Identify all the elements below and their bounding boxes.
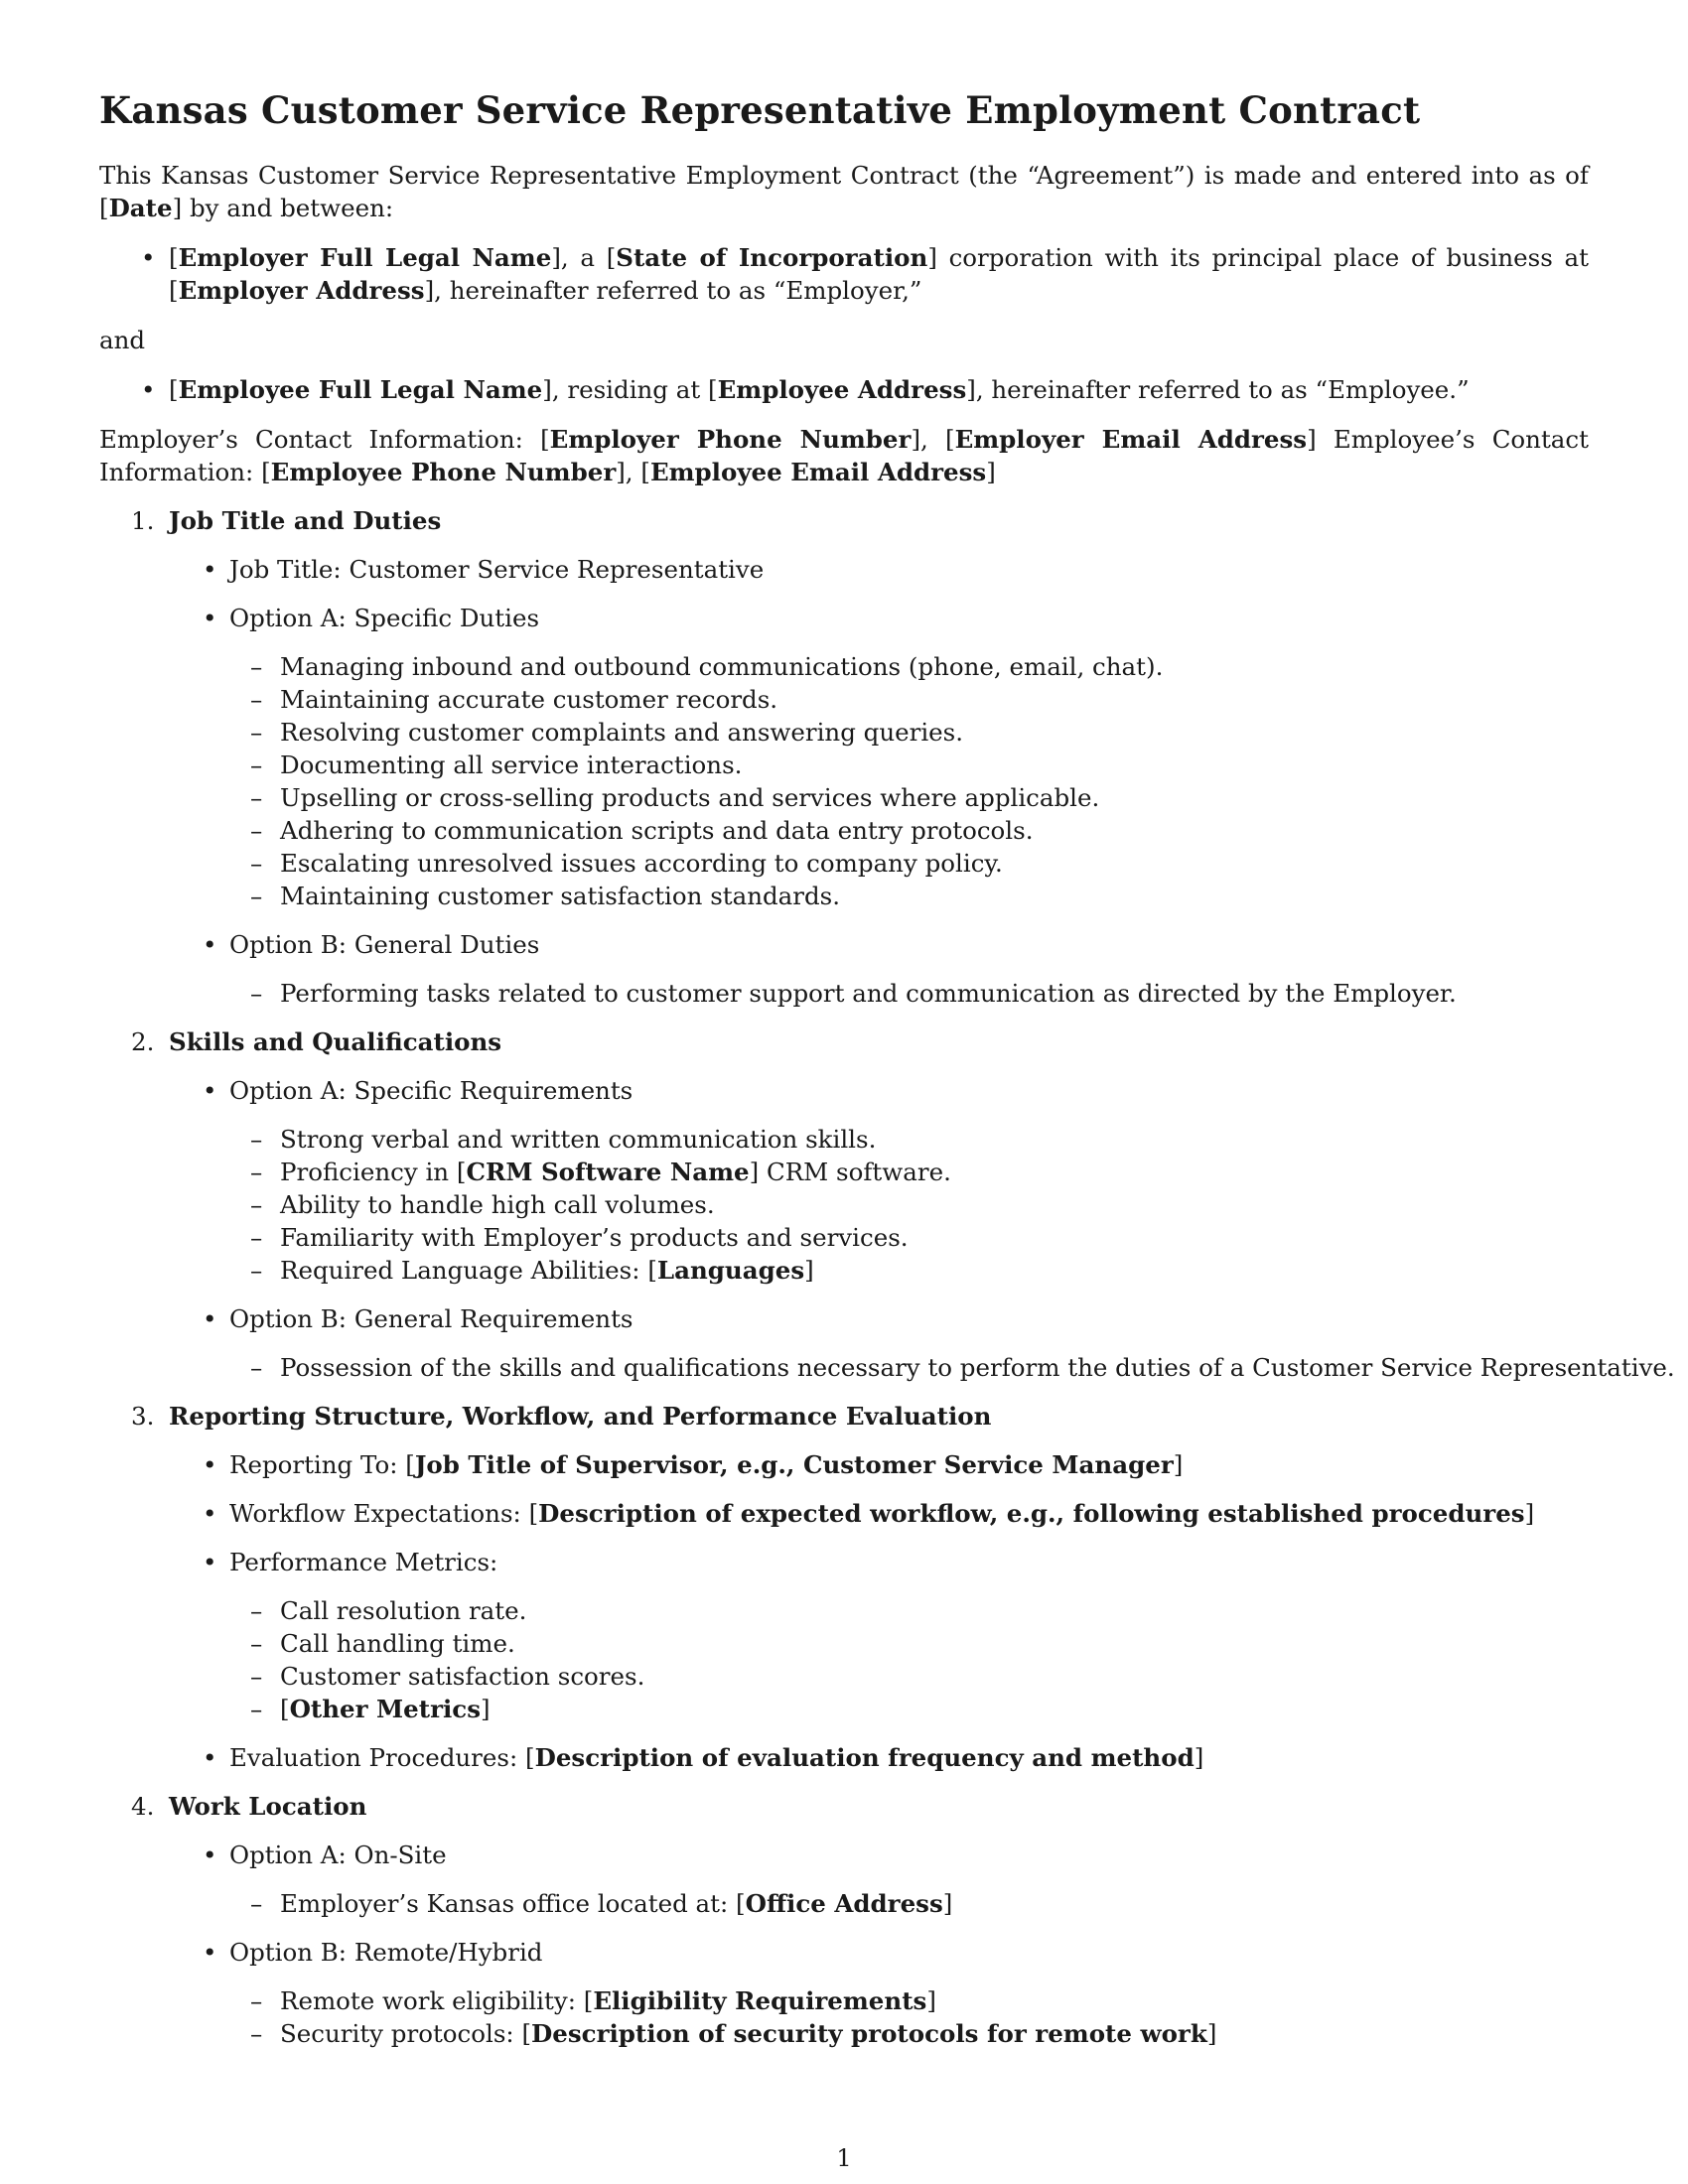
contact-information: Employer’s Contact Information: [Employer Phone Number], [Employer Email Address] Employee’s Contact Information: [Employee Phone Number], [Employee Email Address]: [99, 425, 1589, 486]
employee-party: • [Employee Full Legal Name], residing at [Employee Address], hereinafter referred to as “Employee.”: [141, 375, 1470, 404]
location-option-a: • Option A: On-Site: [203, 1841, 447, 1869]
duty-item: – Maintaining customer satisfaction standards.: [250, 882, 841, 910]
evaluation-procedures-item: • Evaluation Procedures: [Description of evaluation frequency and method]: [203, 1743, 1204, 1772]
security-protocols-item: – Security protocols: [Description of security protocols for remote work]: [250, 2019, 1217, 2048]
employer-party: • [Employer Full Legal Name], a [State of Incorporation] corporation with its principal place of business at [Employer Address], hereinafter referred to as “Employer,”: [141, 243, 1589, 305]
duty-item: – Managing inbound and outbound communications (phone, email, chat).: [250, 652, 1164, 681]
duty-item: – Escalating unresolved issues according to company policy.: [250, 849, 1003, 878]
job-title-item: • Job Title: Customer Service Representative: [203, 555, 765, 584]
metric-item: – Customer satisfaction scores.: [250, 1662, 645, 1691]
section-2-heading: 2. Skills and Qualifications: [131, 1027, 502, 1056]
metric-item: – Call handling time.: [250, 1629, 515, 1658]
requirements-option-b: • Option B: General Requirements: [203, 1304, 633, 1333]
performance-metrics-item: • Performance Metrics:: [203, 1548, 498, 1576]
section-1-heading: 1. Job Title and Duties: [131, 506, 442, 535]
office-address-item: – Employer’s Kansas office located at: [Office Address]: [250, 1889, 953, 1918]
general-requirement-item: – Possession of the skills and qualifications necessary to perform the duties of a Customer Service Representative.: [250, 1353, 1675, 1382]
duties-option-b: • Option B: General Duties: [203, 930, 540, 959]
duty-item: – Resolving customer complaints and answering queries.: [250, 718, 964, 747]
metric-item: – Call resolution rate.: [250, 1596, 527, 1625]
duties-option-a: • Option A: Specific Duties: [203, 604, 540, 632]
and-connector: and: [99, 326, 146, 354]
metric-item: – [Other Metrics]: [250, 1695, 491, 1723]
duty-item: – Documenting all service interactions.: [250, 751, 743, 779]
requirements-option-a: • Option A: Specific Requirements: [203, 1076, 633, 1105]
section-4-heading: 4. Work Location: [131, 1792, 367, 1821]
remote-eligibility-item: – Remote work eligibility: [Eligibility Requirements]: [250, 1986, 936, 2015]
date-placeholder: Date: [108, 194, 173, 222]
requirement-item: – Ability to handle high call volumes.: [250, 1190, 715, 1219]
duty-item: – Adhering to communication scripts and data entry protocols.: [250, 816, 1034, 845]
general-duty-item: – Performing tasks related to customer support and communication as directed by the Employer.: [250, 979, 1457, 1008]
duty-item: – Upselling or cross-selling products and services where applicable.: [250, 783, 1100, 812]
requirement-item: – Familiarity with Employer’s products and services.: [250, 1223, 909, 1252]
requirement-item: – Proficiency in [CRM Software Name] CRM software.: [250, 1158, 951, 1186]
location-option-b: • Option B: Remote/Hybrid: [203, 1938, 543, 1967]
page-number: 1: [836, 2144, 852, 2172]
requirement-item: – Strong verbal and written communication skills.: [250, 1125, 877, 1154]
section-3-heading: 3. Reporting Structure, Workflow, and Performance Evaluation: [131, 1402, 992, 1431]
intro-paragraph: This Kansas Customer Service Representative Employment Contract (the “Agreement”) is made and entered into as of [Date] by and between:: [99, 161, 1589, 222]
document-title: Kansas Customer Service Representative Employment Contract: [99, 88, 1421, 132]
document-body: [99, 159, 1675, 2050]
workflow-item: • Workflow Expectations: [Description of expected workflow, e.g., following established procedures]: [203, 1499, 1535, 1528]
requirement-item: – Required Language Abilities: [Languages]: [250, 1256, 814, 1285]
duty-item: – Maintaining accurate customer records.: [250, 685, 778, 714]
reporting-to-item: • Reporting To: [Job Title of Supervisor, e.g., Customer Service Manager]: [203, 1450, 1184, 1479]
